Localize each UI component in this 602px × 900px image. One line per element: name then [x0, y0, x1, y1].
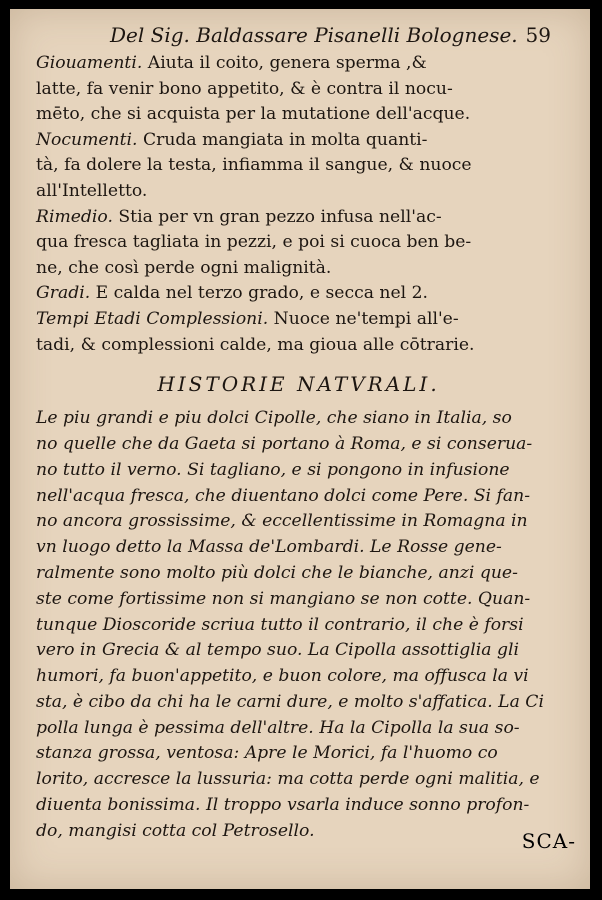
- history-line: ralmente sono molto più dolci che le bianche, anzi que-: [36, 562, 518, 583]
- entry-text: Aiuta il coito, genera sperma ,&: [142, 53, 427, 73]
- entry-line: [36, 205, 561, 231]
- history-line: ste come fortissime non si mangiano se non cotte. Quan-: [36, 588, 531, 609]
- entry-line: qua fresca tagliata in pezzi, e poi si cuoca ben be-: [36, 232, 472, 253]
- history-line: vero in Grecia & al tempo suo. La Cipolla assottiglia gli: [36, 640, 519, 661]
- entry-line: tadi, & complessioni calde, ma gioua alle cōtrarie.: [36, 334, 475, 355]
- entry-line: latte, fa venir bono appetito, & è contra il nocu-: [36, 78, 453, 99]
- entry-line: [36, 51, 561, 77]
- entry-line: [36, 128, 561, 154]
- history-line: polla lunga è pessima dell'altre. Ha la Cipolla la sua so-: [36, 717, 520, 738]
- entry-label: Nocumenti.: [36, 129, 138, 150]
- entry-line: mēto, che si acquista per la mutatione dell'acque.: [36, 104, 471, 125]
- entry-label: Gradi.: [36, 283, 91, 304]
- entry-text: E calda nel terzo grado, e secca nel 2.: [90, 283, 429, 304]
- entry-line: [36, 307, 561, 333]
- entry-text: Stia per vn gran pezzo infusa nell'ac-: [112, 206, 442, 227]
- entry-line: ne, che così perde ogni malignità.: [36, 257, 332, 278]
- history-line: nell'acqua fresca, che diuentano dolci come Pere. Si fan-: [36, 485, 530, 506]
- history-line: no tutto il verno. Si tagliano, e si pongono in infusione: [36, 459, 510, 480]
- entry-text: Nuoce ne'tempi all'e-: [268, 308, 459, 329]
- running-title: Del Sig. Baldassare Pisanelli Bolognese.: [110, 23, 518, 47]
- properties-section: [36, 51, 561, 358]
- entry-label: Tempi Etadi Complessioni.: [36, 308, 269, 329]
- history-line: lorito, accresce la lussuria: ma cotta perde ogni malitia, e: [36, 769, 540, 790]
- book-page: [36, 21, 561, 845]
- history-line: do, mangisi cotta col Petrosello.: [36, 820, 315, 841]
- history-line: diuenta bonissima. Il troppo vsarla induce sonno profon-: [36, 795, 530, 816]
- entry-text: Cruda mangiata in molta quanti-: [137, 129, 428, 150]
- history-line: stanza grossa, ventosa: Apre le Morici, fa l'huomo co: [36, 743, 498, 764]
- entry-label: Giouamenti.: [36, 53, 143, 73]
- page-frame: [10, 9, 590, 889]
- history-line: no quelle che da Gaeta si portano à Roma, e si conserua-: [36, 433, 533, 454]
- history-text: [36, 406, 561, 845]
- page-number: 59: [525, 23, 551, 47]
- entry-line: tà, fa dolere la testa, infiamma il sangue, & nuoce: [36, 155, 472, 176]
- page-header: [36, 21, 561, 51]
- history-line: humori, fa buon'appetito, e buon colore, ma offusca la vi: [36, 666, 529, 687]
- entry-line: [36, 281, 561, 307]
- entry-line: all'Intelletto.: [36, 180, 148, 201]
- catchword: SCA-: [521, 829, 576, 853]
- history-line: vn luogo detto la Massa de'Lombardi. Le Rosse gene-: [36, 537, 502, 558]
- history-line: Le piu grandi e piu dolci Cipolle, che siano in Italia, so: [36, 408, 512, 429]
- history-line: sta, è cibo da chi ha le carni dure, e molto s'affatica. La Ci: [36, 691, 544, 712]
- section-title: HISTORIE NATVRALI.: [157, 372, 440, 397]
- entry-label: Rimedio.: [36, 206, 113, 227]
- history-line: tunque Dioscoride scriua tutto il contrario, il che è forsi: [36, 614, 524, 635]
- history-line: no ancora grossissime, & eccellentissime in Romagna in: [36, 511, 528, 532]
